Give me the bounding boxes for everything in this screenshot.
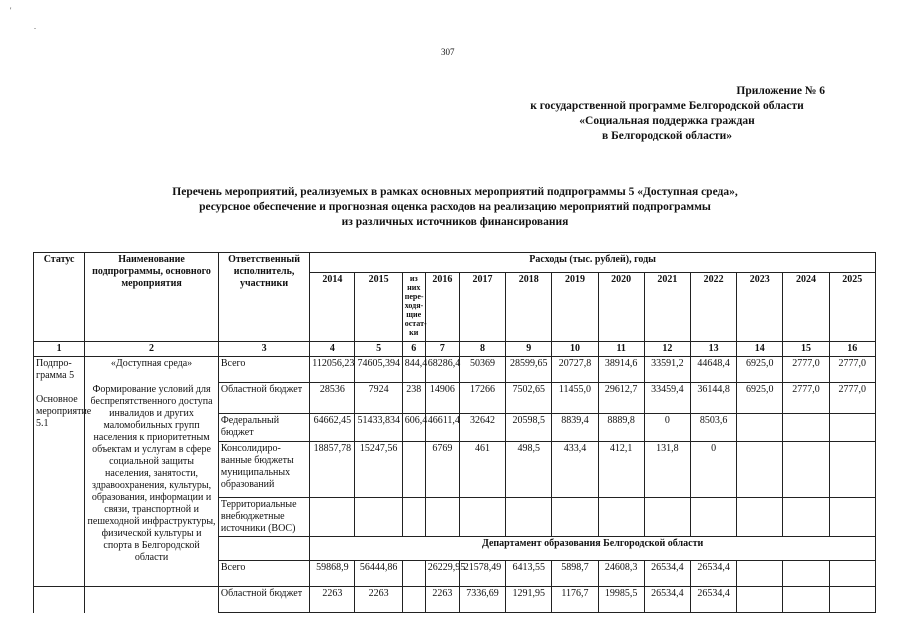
column-number: 4: [310, 342, 355, 357]
value-cell: 38914,6: [598, 357, 644, 383]
value-cell: 26534,4: [644, 561, 690, 587]
value-cell: 1291,95: [506, 587, 552, 613]
column-number: 2: [85, 342, 219, 357]
value-cell: [402, 587, 425, 613]
value-cell: [598, 498, 644, 537]
value-cell: 2263: [355, 587, 402, 613]
executor-cell: Всего: [218, 357, 309, 383]
value-cell: 20598,5: [506, 414, 552, 442]
value-cell: 2777,0: [829, 357, 875, 383]
value-cell: [829, 587, 875, 613]
value-cell: 5898,7: [552, 561, 598, 587]
name-cell: [85, 357, 219, 587]
header-expenses: Расходы (тыс. рублей), годы: [310, 253, 876, 273]
header-executor: Ответственный исполнитель, участники: [218, 253, 309, 342]
department-name: Департамент образования Белгородской области: [310, 537, 876, 561]
appendix-line: Приложение № 6: [736, 85, 825, 97]
column-number: 7: [425, 342, 459, 357]
column-number: 5: [355, 342, 402, 357]
header-status: Статус: [34, 253, 85, 342]
header-name: Наименование подпрограммы, основного мероприятия: [85, 253, 219, 342]
year-header: 2023: [737, 273, 783, 342]
column-number: 1: [34, 342, 85, 357]
column-number-row: [34, 342, 876, 357]
value-cell: 0: [644, 414, 690, 442]
value-cell: 20727,8: [552, 357, 598, 383]
value-cell: 238: [402, 383, 425, 414]
status-main-event: Основное мероприятие 5.1: [36, 394, 92, 429]
value-cell: [829, 414, 875, 442]
value-cell: 15247,56: [355, 442, 402, 498]
value-cell: [402, 498, 425, 537]
value-cell: 461: [459, 442, 505, 498]
value-cell: 32642: [459, 414, 505, 442]
value-cell: 844,4: [402, 357, 425, 383]
value-cell: 131,8: [644, 442, 690, 498]
value-cell: 11455,0: [552, 383, 598, 414]
executor-cell: Областной бюджет: [218, 587, 309, 613]
status-cell: [34, 357, 92, 587]
year-header: 2020: [598, 273, 644, 342]
value-cell: 21578,49: [459, 561, 505, 587]
value-cell: [310, 498, 355, 537]
value-cell: 2263: [425, 587, 459, 613]
value-cell: 46611,4: [425, 414, 459, 442]
value-cell: 606,4: [402, 414, 425, 442]
column-number: 3: [218, 342, 309, 357]
appendix-line: в Белгородской области»: [602, 130, 732, 142]
value-cell: 33459,4: [644, 383, 690, 414]
value-cell: 26229,95: [425, 561, 459, 587]
column-number: 6: [402, 342, 425, 357]
value-cell: [783, 414, 829, 442]
value-cell: 6925,0: [737, 383, 783, 414]
expenses-table: [33, 252, 876, 613]
value-cell: 433,4: [552, 442, 598, 498]
year-header: 2021: [644, 273, 690, 342]
value-cell: 8503,6: [690, 414, 736, 442]
value-cell: 26534,4: [644, 587, 690, 613]
value-cell: [402, 561, 425, 587]
column-number: 13: [690, 342, 736, 357]
appendix-line: к государственной программе Белгородской области: [530, 100, 804, 112]
year-header: 2022: [690, 273, 736, 342]
value-cell: 74605,394: [355, 357, 402, 383]
value-cell: 26534,4: [690, 587, 736, 613]
value-cell: 498,5: [506, 442, 552, 498]
column-number: 12: [644, 342, 690, 357]
value-cell: [690, 498, 736, 537]
value-cell: 412,1: [598, 442, 644, 498]
title-line: из различных источников финансирования: [341, 216, 569, 228]
header-row: [34, 253, 876, 273]
status-subprogram: Подпро-грамма 5: [36, 358, 75, 381]
value-cell: [737, 498, 783, 537]
value-cell: [402, 442, 425, 498]
value-cell: [644, 498, 690, 537]
value-cell: 7924: [355, 383, 402, 414]
value-cell: [459, 498, 505, 537]
value-cell: [783, 498, 829, 537]
value-cell: [783, 587, 829, 613]
page-number: 307: [441, 47, 455, 57]
scan-mark: ': [10, 6, 12, 15]
value-cell: [425, 498, 459, 537]
value-cell: [737, 414, 783, 442]
document-title: [40, 185, 870, 230]
empty-cell: [218, 537, 309, 561]
value-cell: 59868,9: [310, 561, 355, 587]
value-cell: 28536: [310, 383, 355, 414]
value-cell: 26534,4: [690, 561, 736, 587]
column-number: 15: [783, 342, 829, 357]
value-cell: 6925,0: [737, 357, 783, 383]
executor-cell: Областной бюджет: [218, 383, 309, 414]
year-header: 2016: [425, 273, 459, 342]
value-cell: 17266: [459, 383, 505, 414]
value-cell: 6769: [425, 442, 459, 498]
column-number: 8: [459, 342, 505, 357]
year-header: 2015: [355, 273, 402, 342]
value-cell: 64662,45: [310, 414, 355, 442]
value-cell: [829, 442, 875, 498]
value-cell: 18857,78: [310, 442, 355, 498]
value-cell: 112056,23: [310, 357, 355, 383]
title-line: ресурсное обеспечение и прогнозная оценка расходов на реализацию мероприятий подпрограммы: [199, 201, 711, 213]
column-number: 9: [506, 342, 552, 357]
empty-cell: [34, 587, 85, 613]
value-cell: 2777,0: [783, 383, 829, 414]
value-cell: [783, 561, 829, 587]
appendix-header: [467, 84, 867, 144]
value-cell: 33591,2: [644, 357, 690, 383]
year-header: 2019: [552, 273, 598, 342]
value-cell: 2263: [310, 587, 355, 613]
column-number: 14: [737, 342, 783, 357]
value-cell: [737, 442, 783, 498]
value-cell: 44648,4: [690, 357, 736, 383]
value-cell: [783, 442, 829, 498]
column-number: 11: [598, 342, 644, 357]
executor-cell: Консолидиро-ванные бюджеты муниципальных образований: [218, 442, 309, 498]
carryover-header: из них пере-ходя-щие остат-ки: [402, 273, 425, 342]
appendix-line: «Социальная поддержка граждан: [579, 115, 755, 127]
value-cell: [355, 498, 402, 537]
value-cell: [737, 587, 783, 613]
value-cell: [829, 498, 875, 537]
value-cell: 28599,65: [506, 357, 552, 383]
value-cell: 6413,55: [506, 561, 552, 587]
table-row: [34, 357, 876, 383]
title-line: Перечень мероприятий, реализуемых в рамках основных мероприятий подпрограммы 5 «Доступная среда»,: [172, 186, 738, 198]
scan-mark: .: [34, 22, 36, 31]
value-cell: 36144,8: [690, 383, 736, 414]
subprogram-name: «Доступная среда»: [110, 358, 193, 369]
value-cell: 0: [690, 442, 736, 498]
value-cell: 51433,834: [355, 414, 402, 442]
executor-cell: Всего: [218, 561, 309, 587]
value-cell: 24608,3: [598, 561, 644, 587]
empty-cell: [85, 587, 219, 613]
value-cell: 7502,65: [506, 383, 552, 414]
executor-cell: Федеральный бюджет: [218, 414, 309, 442]
value-cell: 19985,5: [598, 587, 644, 613]
value-cell: [829, 561, 875, 587]
value-cell: 2777,0: [829, 383, 875, 414]
value-cell: 14906: [425, 383, 459, 414]
year-header: 2014: [310, 273, 355, 342]
value-cell: 68286,4: [425, 357, 459, 383]
value-cell: 7336,69: [459, 587, 505, 613]
value-cell: [552, 498, 598, 537]
column-number: 16: [829, 342, 875, 357]
value-cell: 29612,7: [598, 383, 644, 414]
value-cell: 56444,86: [355, 561, 402, 587]
year-header: 2017: [459, 273, 505, 342]
year-header: 2018: [506, 273, 552, 342]
value-cell: [506, 498, 552, 537]
table-row: [34, 587, 876, 613]
year-header: 2025: [829, 273, 875, 342]
column-number: 10: [552, 342, 598, 357]
executor-cell: Территориальные внебюджетные источники (ВОС): [218, 498, 309, 537]
main-event-name: Формирование условий для беспрепятственного доступа инвалидов и других маломобильных групп населения к приоритетным объектам и услугам в сфере социальной защиты населения, занятости, здравоохранения, культуры, образования, информации и связи, транспортной и пешеходной инфраструктуры, физической культуры и спорта в Белгородской области: [87, 384, 216, 563]
value-cell: 1176,7: [552, 587, 598, 613]
year-header: 2024: [783, 273, 829, 342]
value-cell: 50369: [459, 357, 505, 383]
value-cell: 8839,4: [552, 414, 598, 442]
value-cell: [737, 561, 783, 587]
value-cell: 8889,8: [598, 414, 644, 442]
value-cell: 2777,0: [783, 357, 829, 383]
